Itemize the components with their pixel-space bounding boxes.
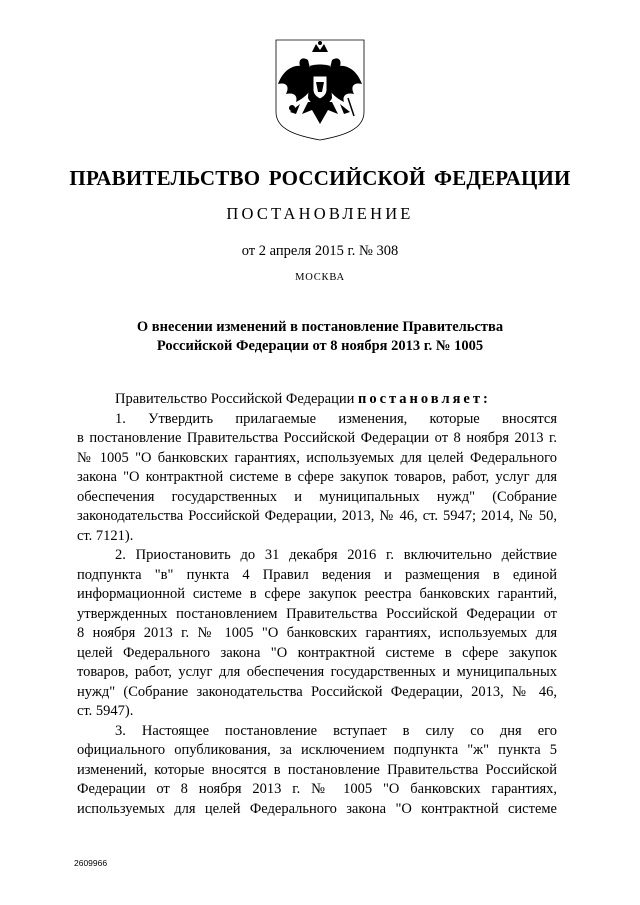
intro-text: Правительство Российской Федерации (115, 391, 358, 407)
paragraph-line: в постановление Правительства Российской Федерации от 8 ноября 2013 г. (77, 430, 557, 446)
paragraph-line: подпункта "в" пункта 4 Правил ведения и размещения в единой (77, 566, 557, 583)
paragraph-line: официального опубликования, за исключением подпункта "ж" пункта 5 (77, 742, 557, 758)
paragraph-1 (77, 410, 557, 547)
paragraph-2 (77, 546, 557, 722)
subject-line-2: Российской Федерации от 8 ноября 2013 г. № 1005 (156, 338, 484, 354)
paragraph-line: информационной системе в сфере закупок реестра банковских гарантий, (77, 586, 557, 602)
document-type: ПОСТАНОВЛЕНИЕ (226, 204, 414, 223)
document-date-number: от 2 апреля 2015 г. № 308 (241, 243, 399, 259)
intro-verb: постановляет: (357, 391, 491, 407)
subject-line-1: О внесении изменений в постановление Правительства (136, 319, 504, 335)
paragraph-line: Федерации от 8 ноября 2013 г. № 1005 "О банковских гарантиях, (77, 781, 557, 797)
paragraph-line: закона "О контрактной системе в сфере закупок товаров, работ, услуг для (77, 469, 557, 485)
paragraph-line: нужд" (Собрание законодательства Российской Федерации, 2013, № 46, (77, 683, 557, 700)
document-body (77, 390, 557, 819)
paragraph-line: 1. Утвердить прилагаемые изменения, которые вносятся (115, 410, 557, 427)
government-title: ПРАВИТЕЛЬСТВО РОССИЙСКОЙ ФЕДЕРАЦИИ (69, 166, 571, 190)
document-city: МОСКВА (295, 272, 345, 283)
document-subject (0, 318, 640, 356)
coat-of-arms-icon (272, 38, 368, 142)
paragraph-line: изменений, которые вносятся в постановление Правительства Российской (77, 761, 557, 778)
paragraph-line: товаров, работ, услуг для обеспечения государственных и муниципальных (77, 664, 557, 680)
paragraph-line: утвержденных постановлением Правительства Российской Федерации от (77, 605, 557, 622)
document-code: 2609966 (74, 858, 108, 868)
paragraph-line: ст. 7121). (77, 527, 134, 544)
paragraph-line: законодательства Российской Федерации, 2013, № 46, ст. 5947; 2014, № 50, (77, 508, 557, 524)
intro-paragraph (77, 390, 557, 410)
paragraph-line: 2. Приостановить до 31 декабря 2016 г. включительно действие (115, 547, 557, 563)
paragraph-line: целей Федерального закона "О контрактной системе в сфере закупок (77, 644, 557, 661)
paragraph-3 (77, 722, 557, 820)
paragraph-line: 8 ноября 2013 г. № 1005 "О банковских гарантиях, используемых для (77, 625, 557, 641)
paragraph-line: обеспечения государственных и муниципальных нужд" (Собрание (77, 488, 557, 505)
paragraph-line: № 1005 "О банковских гарантиях, используемых для целей Федерального (77, 449, 557, 466)
paragraph-line: используемых для целей Федерального закона "О контрактной системе (77, 800, 557, 817)
paragraph-line: ст. 5947). (77, 703, 134, 719)
paragraph-line: 3. Настоящее постановление вступает в силу со дня его (115, 722, 557, 739)
